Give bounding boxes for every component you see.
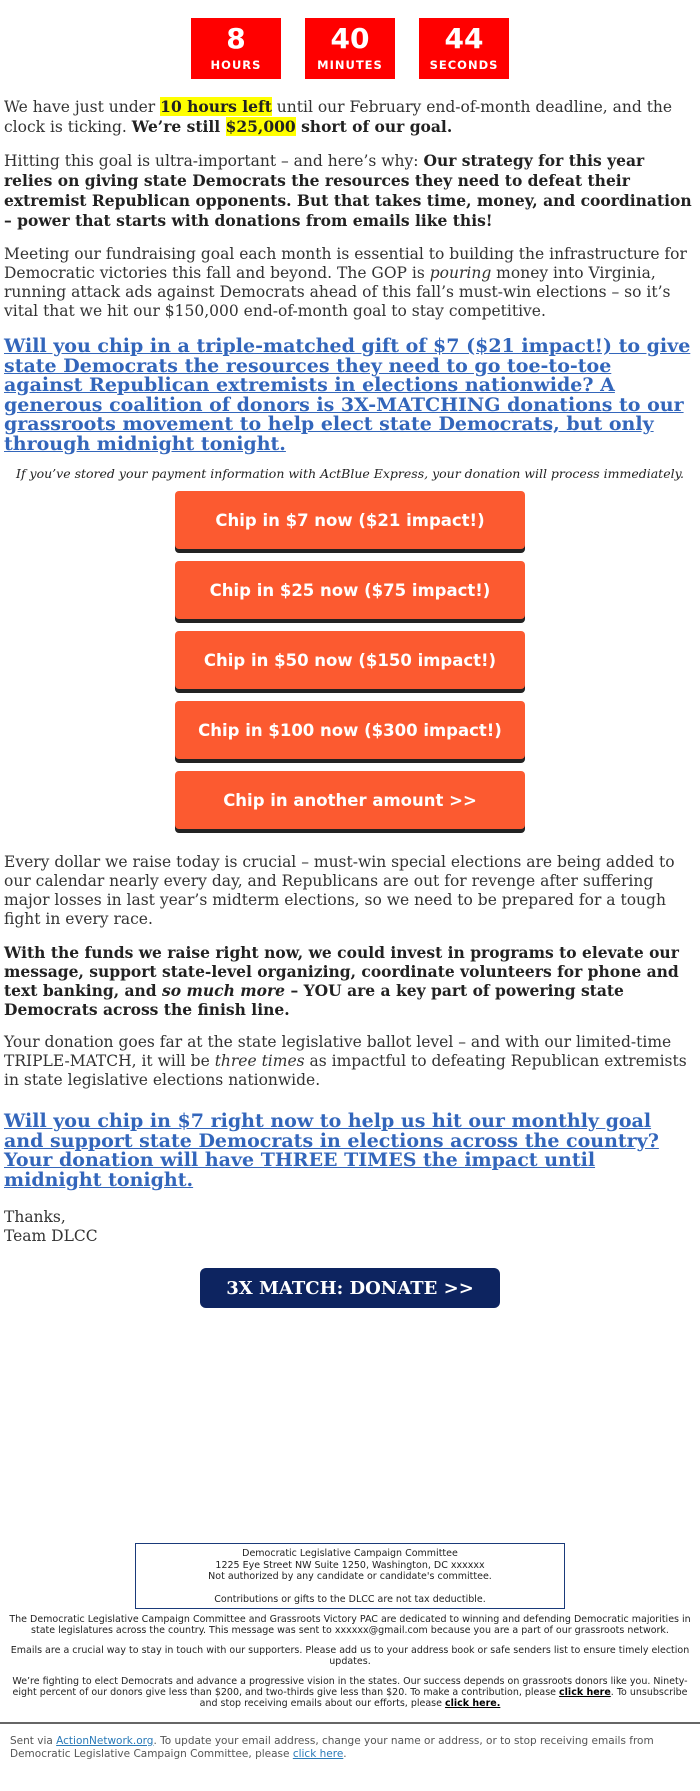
update-preferences-link[interactable]: click here: [292, 1748, 344, 1760]
funds-text-a: With the funds we raise right now, we could invest in programs to elevate our message, support state-level organizing, coordinate volunteers for phone and text banking, and: [4, 943, 679, 1000]
goal-text-a: Meeting our fundraising goal each month is essential to building the infrastructure for Democratic victories this fall and beyond. The GOP is: [4, 245, 687, 282]
actblue-express-note: If you’ve stored your payment information with ActBlue Express, your donation will process immediately.: [16, 466, 684, 481]
footer-dedicated: The Democratic Legislative Campaign Committee and Grassroots Victory PAC are dedicated to winning and defending Democratic majorities in state legislatures across the country. This message was sent to xxxxxx@gmail.com because you are a part of our grassroots network.: [9, 1614, 691, 1636]
donate-other-amount-button[interactable]: Chip in another amount >>: [175, 771, 525, 829]
footer-org: Democratic Legislative Campaign Committee: [242, 1548, 458, 1559]
footer-fighting-text-b: . To unsubscribe and stop receiving emails about our efforts, please: [199, 1687, 688, 1709]
amount-short-highlight: $25,000: [225, 117, 296, 136]
goal-italic: pouring: [429, 264, 492, 282]
goal-text-b: money into Virginia, running attack ads against Democrats ahead of this fall’s must-win elections – so it’s vital that we hit our $150,000 end-of-month goal to stay competitive.: [4, 264, 671, 320]
triple-italic: three times: [214, 1052, 305, 1070]
countdown-hours: [191, 18, 281, 79]
triple-text-a: Your donation goes far at the state legislative ballot level – and with our limited-time TRIPLE-MATCH, it will be: [4, 1033, 672, 1070]
sent-text-a: Sent via: [10, 1735, 57, 1747]
donate-50-button[interactable]: Chip in $50 now ($150 impact!): [175, 631, 525, 689]
funds-paragraph: [4, 943, 696, 1019]
countdown-hours-label: HOURS: [210, 58, 262, 72]
donate-button-wrap: [4, 1268, 696, 1308]
sent-via-bar: [0, 1722, 700, 1761]
funds-italic: so much more: [162, 981, 286, 1000]
triple-match-paragraph: [4, 1033, 696, 1090]
triple-text-b: as impactful to defeating Republican extremists in state legislative elections nationwide.: [4, 1052, 687, 1089]
actionnetwork-link[interactable]: ActionNetwork.org: [56, 1735, 154, 1747]
intro-paragraph: [4, 97, 696, 137]
countdown-minutes: [305, 18, 395, 79]
countdown-seconds-value: 44: [444, 22, 484, 55]
donation-ask-1: [4, 337, 696, 454]
countdown-seconds-label: SECONDS: [429, 58, 499, 72]
unsubscribe-link[interactable]: click here.: [444, 1698, 501, 1709]
donate-25-button[interactable]: Chip in $25 now ($75 impact!): [175, 561, 525, 619]
countdown-seconds: [419, 18, 509, 79]
contribute-link[interactable]: click here: [559, 1687, 611, 1698]
footer-fighting-text-a: We’re fighting to elect Democrats and advance a progressive vision in the states. Our success depends on grassroots donors like you. Ninety-eight percent of our donors give less than $200, and two-thirds give less than $20. To make a contribution, please: [12, 1676, 688, 1698]
every-dollar-paragraph: Every dollar we raise today is crucial – must-win special elections are being added to our calendar nearly every day, and Republicans are out for revenge after suffering major losses in last year’s midterm elections, so we need to be prepared for a tough fight in every race.: [4, 853, 675, 928]
funds-text-b: – YOU are a key part of powering state Democrats across the finish line.: [4, 981, 624, 1019]
signoff: [4, 1208, 696, 1246]
intro-bold-d: short of our goal.: [295, 117, 453, 136]
sent-text-b: . To update your email address, change your name or address, or to stop receiving emails from Democratic Legislative Campaign Committee, please: [10, 1735, 654, 1760]
countdown-timer: [4, 0, 696, 79]
goal-paragraph: [4, 245, 696, 321]
email-footer: [0, 1543, 700, 1709]
donation-ask-link-1[interactable]: Will you chip in a triple-matched gift of $7 ($21 impact!) to give state Democrats the resources they need to go toe-to-toe against Republican extremists in elections nationwide? A generous coalition of donors is 3X-MATCHING donations to our grassroots movement to help elect state Democrats, but only through midnight tonight.: [4, 335, 691, 455]
hours-left-highlight: 10 hours left: [160, 97, 272, 116]
disclaimer-box: [135, 1543, 565, 1609]
countdown-minutes-value: 40: [330, 22, 370, 55]
strategy-lead: Hitting this goal is ultra-important – and here’s why:: [4, 152, 424, 170]
match-donate-button[interactable]: 3X MATCH: DONATE >>: [200, 1268, 500, 1308]
footer-not-deductible: Contributions or gifts to the DLCC are not tax deductible.: [214, 1593, 486, 1605]
footer-not-authorized: Not authorized by any candidate or candidate's committee.: [208, 1571, 492, 1582]
footer-emails-note: Emails are a crucial way to stay in touch with our supporters. Please add us to your address book or safe senders list to ensure timely election updates.: [10, 1645, 690, 1667]
strategy-paragraph: [4, 151, 696, 231]
footer-fighting: [8, 1676, 692, 1709]
sent-text-c: .: [343, 1748, 347, 1760]
footer-address: 1225 Eye Street NW Suite 1250, Washington, DC xxxxxx: [215, 1559, 485, 1571]
donation-ask-link-2[interactable]: Will you chip in $7 right now to help us hit our monthly goal and support state Democrats in elections across the country? Your donation will have THREE TIMES the impact until midnight tonight.: [4, 1110, 659, 1191]
signoff-thanks: Thanks,: [4, 1208, 66, 1226]
donation-buttons: [4, 491, 696, 829]
signoff-team: Team DLCC: [4, 1227, 98, 1245]
donate-7-button[interactable]: Chip in $7 now ($21 impact!): [175, 491, 525, 549]
donation-ask-2: [4, 1112, 696, 1190]
countdown-hours-value: 8: [226, 22, 246, 55]
strategy-bold: Our strategy for this year relies on giving state Democrats the resources they need to defeat their extremist Republican opponents. But that takes time, money, and coordination – power that starts with donations from emails like this!: [4, 151, 692, 230]
donate-100-button[interactable]: Chip in $100 now ($300 impact!): [175, 701, 525, 759]
intro-text-b: until our February end-of-month deadline, and the clock is ticking.: [4, 98, 673, 136]
countdown-minutes-label: MINUTES: [317, 58, 383, 72]
intro-text-a: We have just under: [4, 98, 161, 116]
intro-bold-c: We’re still: [131, 117, 226, 136]
